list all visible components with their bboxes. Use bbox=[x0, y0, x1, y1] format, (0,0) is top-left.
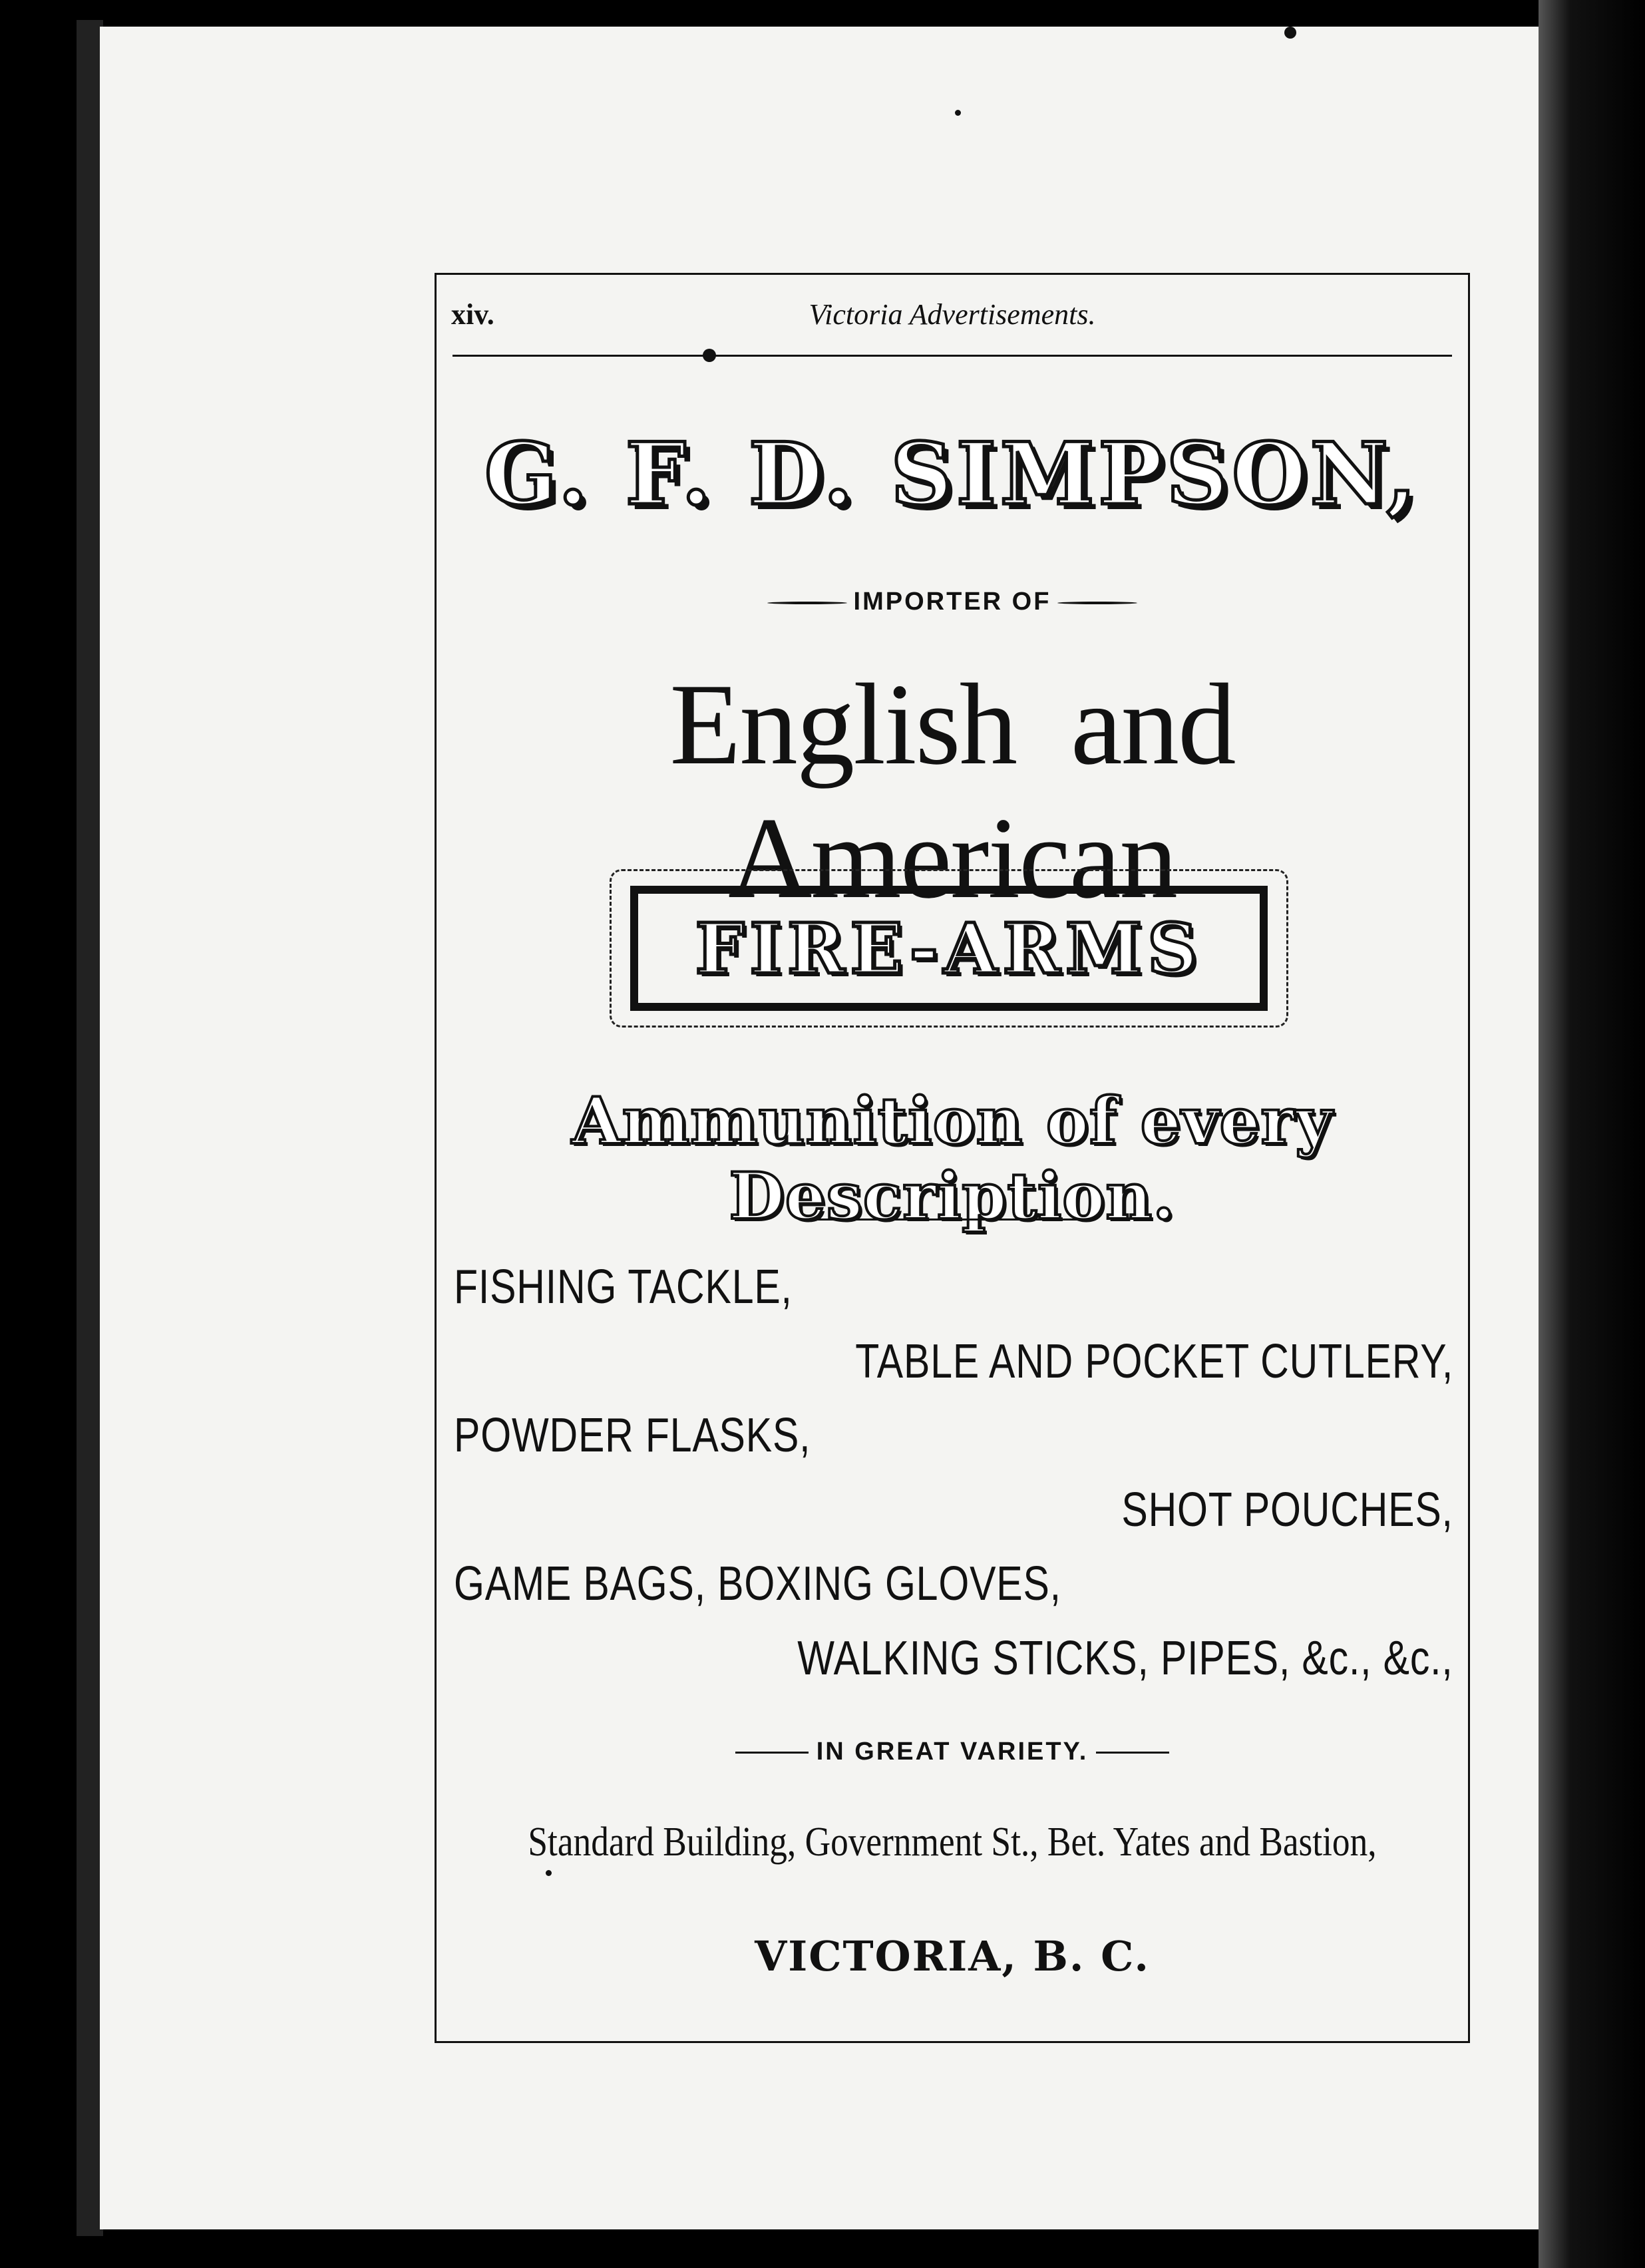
scan-speck bbox=[955, 110, 961, 116]
firm-name: G. F. D. SIMPSON, bbox=[484, 425, 1421, 524]
importer-text: IMPORTER OF bbox=[853, 588, 1051, 616]
variety-text: IN GREAT VARIETY. bbox=[816, 1738, 1089, 1766]
firearms-border bbox=[630, 886, 1268, 1011]
page-number: xiv. bbox=[451, 298, 494, 331]
main-heading: English and American bbox=[669, 660, 1235, 922]
running-head bbox=[437, 297, 1468, 337]
variety-line bbox=[437, 1738, 1468, 1766]
importer-line bbox=[437, 588, 1468, 616]
scanned-page bbox=[100, 27, 1570, 2229]
item-line: SHOT POUCHES, bbox=[1121, 1483, 1453, 1537]
dash-left-icon bbox=[735, 1752, 809, 1754]
scan-speck bbox=[546, 1870, 552, 1876]
header-rule bbox=[453, 355, 1452, 357]
firearms-panel bbox=[610, 869, 1288, 1028]
rule-ornament bbox=[703, 349, 716, 362]
address-line: Standard Building, Government St., Bet. Yates and Bastion, bbox=[528, 1819, 1377, 1865]
running-title: Victoria Advertisements. bbox=[809, 298, 1096, 331]
advertisement-frame bbox=[435, 273, 1470, 2043]
firearms-heading: FIRE-ARMS bbox=[695, 907, 1203, 990]
scan-speck bbox=[1284, 27, 1296, 39]
flourish-left-icon bbox=[767, 602, 847, 604]
item-line: POWDER FLASKS, bbox=[454, 1409, 811, 1462]
dash-right-icon bbox=[1096, 1752, 1169, 1754]
item-line: FISHING TACKLE, bbox=[454, 1260, 793, 1314]
page-gutter-shadow bbox=[77, 20, 103, 2236]
item-line: WALKING STICKS, PIPES, &c., &c., bbox=[797, 1632, 1453, 1685]
page-binding-shadow bbox=[1539, 0, 1645, 2268]
flourish-right-icon bbox=[1057, 602, 1137, 604]
item-line: GAME BAGS, BOXING GLOVES, bbox=[454, 1557, 1061, 1610]
item-line: TABLE AND POCKET CUTLERY, bbox=[855, 1335, 1453, 1388]
ammunition-heading: Ammunition of every Description. bbox=[572, 1083, 1333, 1234]
city-line: VICTORIA, B. C. bbox=[755, 1932, 1150, 1981]
section-rule bbox=[813, 1219, 1092, 1221]
